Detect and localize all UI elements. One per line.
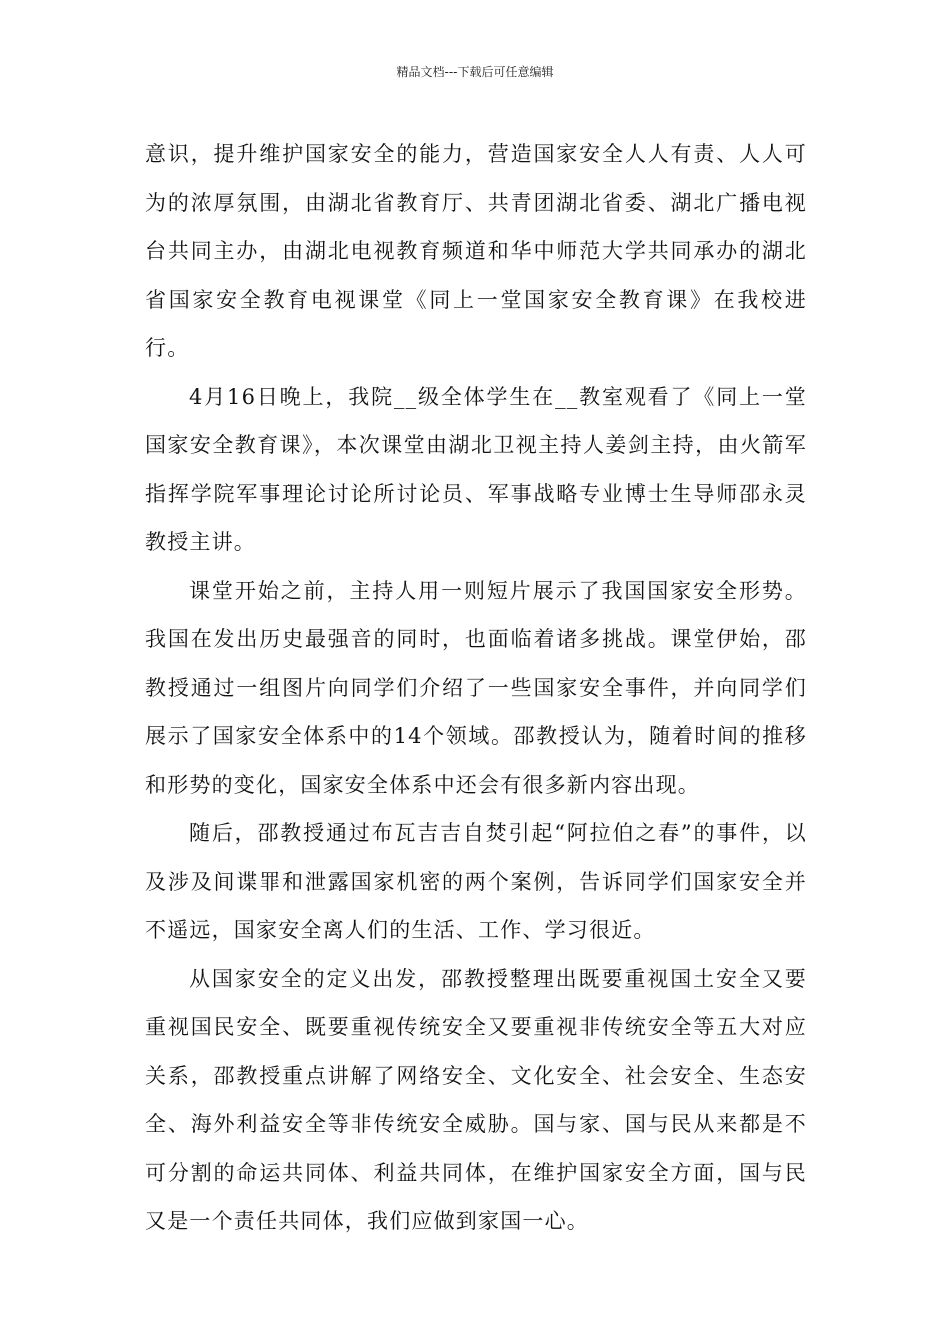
paragraph-4: 随后，邵教授通过布瓦吉吉自焚引起“阿拉伯之春”的事件，以及涉及间谍罪和泄露国家机密的两个案例，告诉同学们国家安全并不遥远，国家安全离人们的生活、工作、学习很近。 [145, 821, 807, 942]
paragraph-5: 从国家安全的定义出发，邵教授整理出既要重视国土安全又要重视国民安全、既要重视传统安全又要重视非传统安全等五大对应关系，邵教授重点讲解了网络安全、文化安全、社会安全、生态安全、海外利益安全等非传统安全威胁。国与家、国与民从来都是不可分割的命运共同体、利益共同体，在维护国家安全方面，国与民又是一个责任共同体，我们应做到家国一心。 [145, 966, 807, 1233]
paragraph-2: 4月16日晚上，我院__级全体学生在__教室观看了《同上一堂国家安全教育课》，本次课堂由湖北卫视主持人姜剑主持，由火箭军指挥学院军事理论讨论所讨论员、军事战略专业博士生导师邵永灵教授主讲。 [145, 384, 807, 554]
paragraph-3: 课堂开始之前，主持人用一则短片展示了我国国家安全形势。我国在发出历史最强音的同时，也面临着诸多挑战。课堂伊始，邵教授通过一组图片向同学们介绍了一些国家安全事件，并向同学们展示了国家安全体系中的14个领域。邵教授认为，随着时间的推移和形势的变化，国家安全体系中还会有很多新内容出现。 [145, 578, 807, 797]
page-header: 精品文档---下载后可任意编辑 [396, 65, 554, 79]
document-body [145, 130, 807, 1246]
paragraph-1: 意识，提升维护国家安全的能力，营造国家安全人人有责、人人可为的浓厚氛围，由湖北省教育厅、共青团湖北省委、湖北广播电视台共同主办，由湖北电视教育频道和华中师范大学共同承办的湖北省国家安全教育电视课堂《同上一堂国家安全教育课》在我校进行。 [145, 142, 807, 360]
